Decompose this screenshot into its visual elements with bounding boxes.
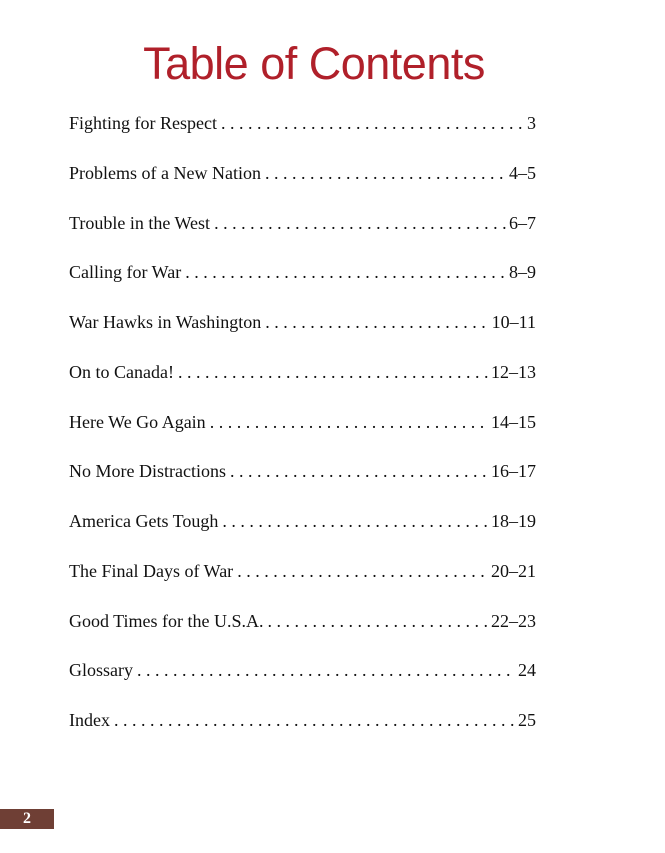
toc-entry[interactable]: [69, 705, 536, 755]
toc-entry[interactable]: [69, 556, 536, 606]
dot-leader: [137, 655, 516, 685]
toc-entry[interactable]: [69, 158, 536, 208]
toc-entry[interactable]: [69, 407, 536, 457]
toc-entry-page: 3: [527, 113, 536, 133]
toc-entry-page: 18–19: [491, 511, 536, 531]
toc-entry[interactable]: [69, 208, 536, 258]
toc-entry-page: 20–21: [491, 560, 536, 581]
page-number-badge: 2: [0, 809, 54, 829]
dot-leader: [222, 506, 489, 536]
toc-entry[interactable]: [69, 655, 536, 705]
toc-entry-title: Problems of a New Nation: [69, 162, 261, 183]
toc-entry-title: Trouble in the West: [69, 212, 211, 233]
toc-entry-page: 16–17: [491, 461, 536, 482]
toc-entry[interactable]: [69, 307, 536, 357]
dot-leader: [265, 307, 489, 337]
dot-leader: [178, 357, 489, 387]
page-title: Table of Contents: [143, 38, 485, 89]
toc-entry-title: Good Times for the U.S.A.: [69, 610, 264, 631]
dot-leader: [265, 158, 507, 188]
toc-entry-page: 4–5: [509, 162, 536, 183]
toc-entry-page: 24: [518, 660, 536, 681]
dot-leader: [185, 257, 507, 287]
dot-leader: [268, 606, 489, 636]
dot-leader: [230, 456, 489, 486]
toc-entry-page: 14–15: [491, 411, 536, 432]
table-of-contents: [69, 108, 536, 755]
toc-entry-page: 10–11: [491, 312, 536, 332]
toc-entry[interactable]: [69, 456, 536, 506]
toc-entry-page: 8–9: [509, 262, 536, 283]
dot-leader: [210, 407, 489, 437]
dot-leader: [237, 556, 489, 586]
toc-entry-title: The Final Days of War: [69, 560, 234, 581]
toc-entry[interactable]: [69, 257, 536, 307]
toc-entry-page: 22–23: [491, 610, 536, 631]
toc-entry[interactable]: [69, 606, 536, 656]
toc-entry-title: War Hawks in Washington: [69, 312, 262, 332]
toc-entry-title: On to Canada!: [69, 361, 174, 382]
toc-entry-page: 12–13: [491, 361, 536, 382]
dot-leader: [214, 208, 507, 238]
toc-entry-title: Glossary: [69, 660, 133, 681]
toc-entry-title: Index: [69, 710, 110, 730]
toc-entry-title: Calling for War: [69, 262, 182, 283]
toc-entry-page: 6–7: [509, 212, 536, 233]
toc-entry-title: No More Distractions: [69, 461, 226, 482]
dot-leader: [114, 705, 516, 735]
toc-entry-title: America Gets Tough: [69, 511, 219, 531]
toc-entry-title: Fighting for Respect: [69, 113, 217, 133]
toc-entry-page: 25: [518, 710, 536, 730]
toc-entry[interactable]: [69, 108, 536, 158]
toc-entry[interactable]: [69, 506, 536, 556]
toc-entry-title: Here We Go Again: [69, 411, 206, 432]
toc-entry[interactable]: [69, 357, 536, 407]
dot-leader: [221, 108, 525, 138]
